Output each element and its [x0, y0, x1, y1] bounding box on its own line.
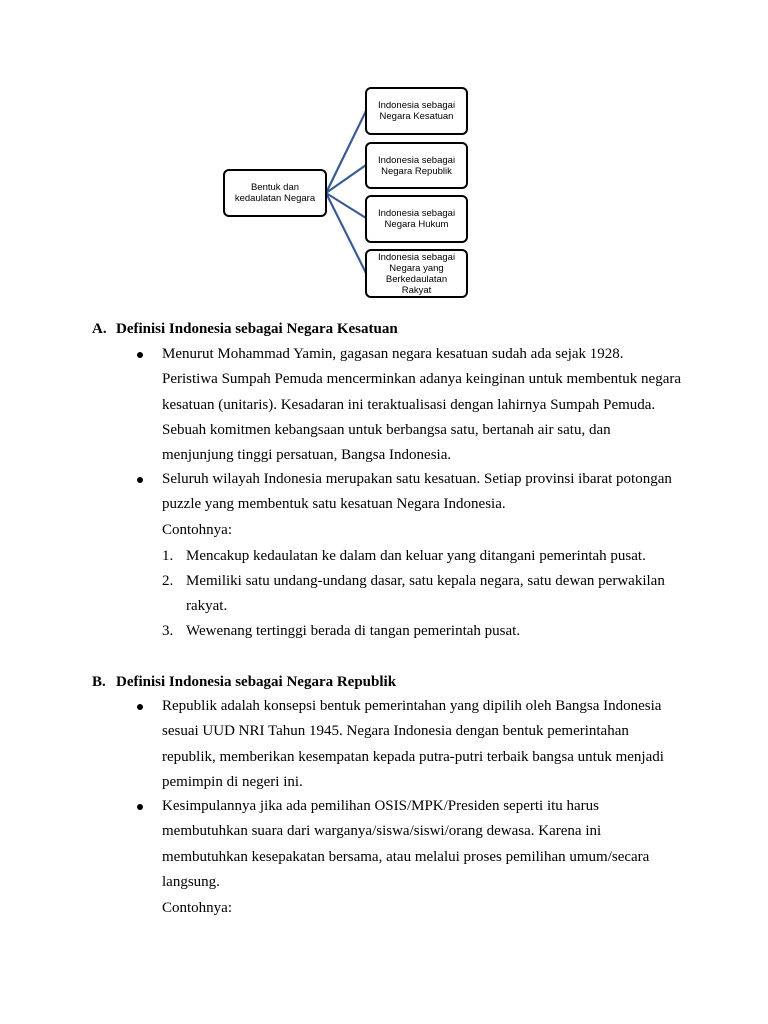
- bullet-icon: [137, 804, 143, 810]
- example-number: 1.: [162, 548, 174, 564]
- bullet-icon: [137, 352, 143, 358]
- section-b-heading: [92, 673, 396, 691]
- diagram-child-hukum: Indonesia sebagai Negara Hukum: [365, 195, 468, 243]
- section-a-bullet-2: Seluruh wilayah Indonesia merupakan satu kesatuan. Setiap provinsi ibarat potongan puzzle yang membentuk satu kesatuan Negara Indonesia.: [162, 471, 672, 513]
- section-b-title: Definisi Indonesia sebagai Negara Republik: [116, 674, 397, 690]
- example-text: Memiliki satu undang-undang dasar, satu kepala negara, satu dewan perwakilan rakyat.: [186, 573, 665, 615]
- section-a-letter: A.: [92, 321, 107, 337]
- diagram-root-box: Bentuk dan kedaulatan Negara: [223, 169, 327, 217]
- section-b-bullet-1: Republik adalah konsepsi bentuk pemerintahan yang dipilih oleh Bangsa Indonesia sesuai UUD NRI Tahun 1945. Negara Indonesia dengan bentuk pemerintahan republik, memberikan kesempatan kepada putra-putri terbaik bangsa untuk menjadi pemimpin di negeri ini.: [162, 698, 664, 790]
- diagram-child-kesatuan: Indonesia sebagai Negara Kesatuan: [365, 87, 468, 135]
- section-a-example-2: [162, 569, 682, 620]
- connector-kesatuan: [326, 111, 366, 193]
- example-text: Mencakup kedaulatan ke dalam dan keluar yang ditangani pemerintah pusat.: [186, 548, 646, 564]
- section-b-example-label: Contohnya:: [162, 900, 232, 916]
- example-number: 3.: [162, 623, 174, 639]
- section-b-bullet-2: Kesimpulannya jika ada pemilihan OSIS/MPK/Presiden seperti itu harus membutuhkan suara dari warganya/siswa/siswi/orang dewasa. Karena ini membutuhkan kesepakatan bersama, atau melalui proses pemilihan umum/secara langsung.: [162, 798, 650, 890]
- diagram-child-rakyat: Indonesia sebagai Negara yang Berkedaulatan Rakyat: [365, 249, 468, 298]
- bullet-icon: [137, 704, 143, 710]
- example-number: 2.: [162, 573, 174, 589]
- section-a-bullet-1: Menurut Mohammad Yamin, gagasan negara kesatuan sudah ada sejak 1928. Peristiwa Sumpah Pemuda mencerminkan adanya keinginan untuk membentuk negara kesatuan (unitaris). Kesadaran ini teraktualisasi dengan lahirnya Sumpah Pemuda. Sebuah komitmen kebangsaan untuk berbangsa satu, bertanah air satu, dan menjunjung tinggi persatuan, Bangsa Indonesia.: [162, 346, 682, 464]
- diagram-child-republik: Indonesia sebagai Negara Republik: [365, 142, 468, 189]
- section-a-example-1: [162, 544, 682, 569]
- section-a-example-3: [162, 619, 682, 644]
- concept-diagram: [0, 0, 768, 310]
- section-b-letter: B.: [92, 674, 106, 690]
- section-a-example-label: Contohnya:: [162, 522, 232, 538]
- section-a-heading: [92, 320, 398, 338]
- section-a-title: Definisi Indonesia sebagai Negara Kesatuan: [116, 321, 398, 337]
- example-text: Wewenang tertinggi berada di tangan pemerintah pusat.: [186, 623, 521, 639]
- bullet-icon: [137, 477, 143, 483]
